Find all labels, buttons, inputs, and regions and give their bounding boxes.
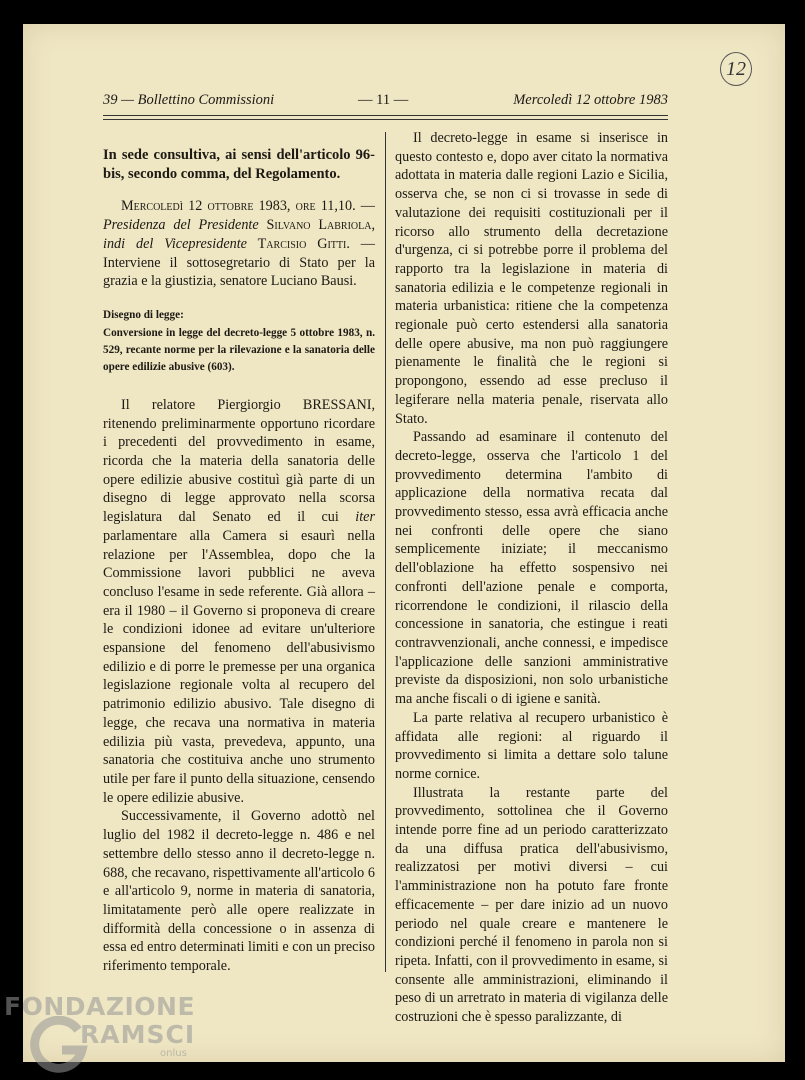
president-name: Silvano Labriola, [258, 217, 376, 234]
session-rest: — Interviene il sottosegretario di Stato per la grazia e la giustizia, senatore Luciano Bausi. [103, 235, 375, 290]
watermark [0, 988, 200, 1068]
session-date: Mercoledì 12 ottobre 1983, ore 11,10. [121, 198, 356, 215]
vice-label: indi del Vicepresidente [103, 235, 247, 252]
right-column [395, 129, 668, 1027]
document-page [23, 24, 785, 1062]
column-divider [385, 132, 386, 972]
bill-label: Disegno di legge: [103, 308, 184, 321]
header-left: 39 — Bollettino Commissioni [103, 92, 275, 108]
watermark-line2: RAMSCI [80, 1020, 196, 1049]
running-header [103, 92, 668, 112]
header-rule [103, 115, 668, 116]
bill-title: Conversione in legge del decreto-legge 5 ottobre 1983, n. 529, recante norme per la rilevazione e la sanatoria delle opere edilizie abusive (603). [103, 326, 375, 373]
watermark-line1: FONDAZIONE [4, 992, 196, 1021]
paragraph: Illustrata la restante parte del provvedimento, sottolinea che il Governo intende porre fine ad un periodo caratterizzato da una diffusa pratica dell'abusivismo, realizzatosi per motivi diversi – cui l'amministrazione non ha potuto fare fronte efficacemente – per dare inizio ad un nuovo periodo nel quale creare e mantenere le condizioni perché il fenomeno in parola non si ripeta. Infatti, con il provvedimento in esame, si consente alle amministrazioni, eliminando il peso di un arretrato in materia di vigilanza delle costruzioni che è spesso paralizzante, di [395, 784, 668, 1026]
header-date: Mercoledì 12 ottobre 1983 [513, 92, 668, 108]
paragraph: La parte relativa al recupero urbanistico è affidata alle regioni: al riguardo il provvedimento si limita a dettare solo talune norme cornice. [395, 709, 668, 782]
paragraph: Il relatore Piergiorgio BRESSANI, ritenendo preliminarmente opportuno ricordare i precedenti del provvedimento in esame, ricorda che la materia della sanatoria delle opere edilizie abusive costituì già parte di un disegno di legge approvato nella scorsa legislatura dal Senato ed il cui iter parlamentare alla Camera si esaurì nella relazione per l'Assemblea, dopo che la Commissione lavori pubblici ne aveva concluso l'esame in sede referente. Già allora – era il 1980 – il Governo si proponeva di creare le condizioni idonee ad evitare un'ulteriore espansione del fenomeno dell'abusivismo edilizio e di porre le premesse per una organica legislazione regionale volta al recupero del patrimonio edilizio abusivo. Tale disegno di legge, che recava una normativa in materia edilizia più vasta, prevedeva, appunto, una sanatoria che costituiva anche uno strumento utile per fare il punto della situazione, censendo le opere edilizie abusive. [103, 396, 375, 806]
vice-name: Tarcisio Gitti. [246, 235, 350, 252]
watermark-line3: onlus [160, 1048, 187, 1059]
paragraph: Passando ad esaminare il contenuto del decreto-legge, osserva che l'articolo 1 del provvedimento determina l'ambito di applicazione della normativa recata dal provvedimento stesso, essa avrà efficacia anche nei confronti delle opere che siano semplicemente iniziate; il meccanismo dell'oblazione ha effetto sospensivo nei confronti dell'azione penale e comporta, ricorrendone le condizioni, il rilascio della concessione in sanatoria, che estingue i reati contravvenzionali, anche connessi, e impedisce l'applicazione delle sanzioni amministrative previste da disposizioni, non solo urbanistiche ma anche fiscali o di igiene e sanità. [395, 429, 668, 708]
handwritten-page-number: 12 [720, 52, 752, 86]
paragraph: Il decreto-legge in esame si inserisce in questo contesto e, dopo aver citato la normativa adottata in materia dalle regioni Lazio e Sicilia, osserva che, se non ci si trovasse in sede di valutazione dei requisiti costituzionali per il ricorso allo strumento della decretazione d'urgenza, ci si potrebbe porre il problema del rapporto tra la legislazione in materia di sanatoria edilizia e le competenze regionali in materia urbanistica: ritiene che la competenza regionale può certo estendersi alla sanatoria delle opere abusive, ma non può raggiungere pienamente le finalità che le regioni si propongono, essendo ad esse precluso il legiferare nella materia penale, riservata allo Stato. [395, 130, 668, 427]
left-column [103, 146, 375, 976]
session-info: Mercoledì 12 ottobre 1983, ore 11,10. — Presidenza del Presidente Silvano Labriola, indi del Vicepresidente Tarcisio Gitti. — Interviene il sottosegretario di Stato per la grazia e la giustizia, senatore Luciano Bausi. [103, 198, 376, 290]
presidency-label: Presidenza del Presidente [103, 217, 259, 234]
header-rule-thin [103, 119, 668, 120]
header-page-number: — 11 — [358, 92, 409, 108]
paragraph: Successivamente, il Governo adottò nel luglio del 1982 il decreto-legge n. 486 e nel settembre dello stesso anno il decreto-legge n. 688, che recavano, rispettivamente all'articolo 6 e all'articolo 9, norme in materia di sanatoria, limitatamente però alle opere realizzate in difformità della concessione o in assenza di essa ed entro determinati limiti e con un preciso riferimento temporale. [103, 808, 375, 975]
section-title: In sede consultiva, ai sensi dell'articolo 96-bis, secondo comma, del Regolamento. [103, 147, 375, 182]
